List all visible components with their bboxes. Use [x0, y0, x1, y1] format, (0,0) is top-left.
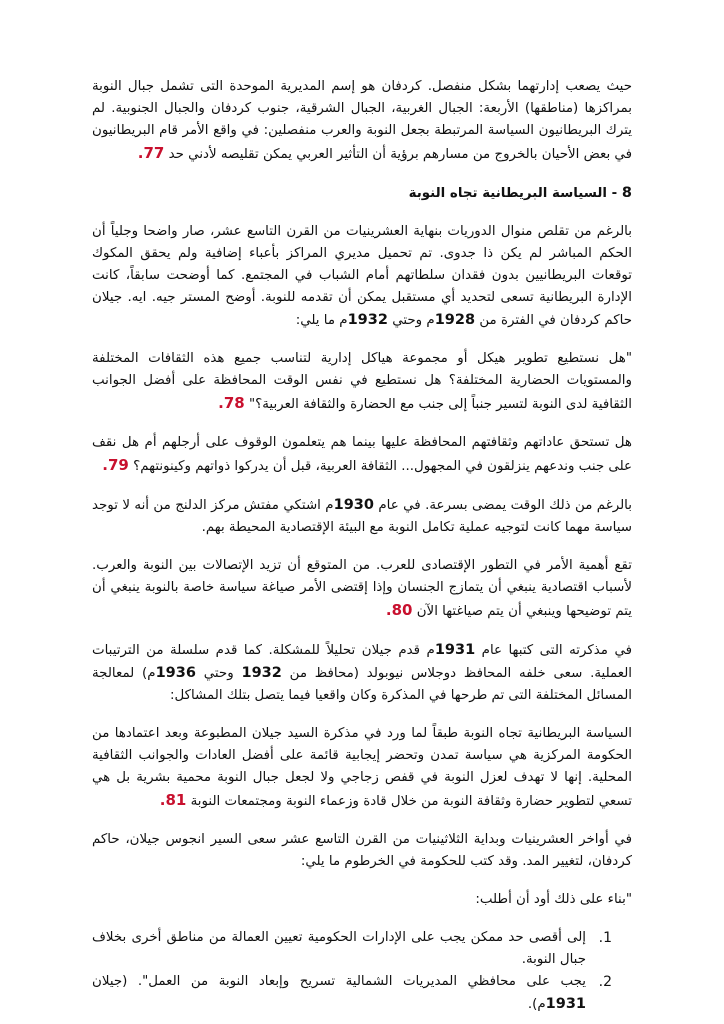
paragraph-text: هل تستحق عاداتهم وثقافتهم المحافظة عليها بينما هم يتعلمون الوقوف على أرجلهم أم هل نقف على جنب وندعهم ينزلقون في المجهول... الثقافة العربية، قبل أن يدركوا ذواتهم وكينونتهم؟ — [92, 435, 632, 474]
footnote-ref-79: 79. — [102, 456, 129, 474]
paragraph-9 — [92, 829, 632, 873]
year: 1931 — [545, 996, 586, 1012]
list-item-text: م). — [527, 997, 546, 1012]
year: 1932 — [241, 665, 282, 681]
list-item — [92, 927, 632, 971]
paragraph-5 — [92, 494, 632, 539]
year: 1936 — [155, 665, 196, 681]
paragraph-8 — [92, 723, 632, 813]
list-item-text: إلى أقصى حد ممكن يجب على الإدارات الحكومية تعيين العمالة من مناطق أخرى بخلاف جبال النوبة. — [92, 930, 586, 967]
paragraph-4 — [92, 432, 632, 478]
list-item-number: 1. — [598, 930, 612, 946]
footnote-ref-80: 80. — [385, 601, 413, 619]
paragraph-text: وحتي — [203, 666, 234, 681]
section-number: 8 — [621, 185, 632, 201]
paragraph-text: م قدم جيلان تحليلاً للمشكلة. كما قدم سلسلة من الترتيبات العملية. سعى خلفه المحافظ دوجلاس نيوبولد (محافظ من — [92, 643, 633, 681]
paragraph-3-quote — [92, 348, 632, 416]
year: 1932 — [347, 312, 388, 328]
paragraph-text: م ما يلي: — [295, 313, 348, 328]
footnote-ref-77: 77. — [137, 144, 165, 162]
year: 1928 — [434, 312, 476, 328]
list-item-text: يجب على محافظي المديريات الشمالية تسريح وإبعاد النوبة من العمل". (جيلان — [92, 974, 586, 989]
paragraph-text: حيث يصعب إدارتهما بشكل منفصل. كردفان هو إسم المديرية الموحدة التى تشمل جبال النوبة بمراكزها (مناطقها) الأربعة: الجبال الغربية، الجبال الشرقية، جنوب كردفان والجبال الجنوبية. لم يترك البريطانيون السياسة المرتبطة بجعل النوبة والعرب منفصلين: في واقع الأمر قام البريطانيون في بعض الأحيان بالخروج من مسارهم برؤية أن التأثير العربي يمكن تقليصه لأدني حد — [92, 79, 632, 162]
paragraph-text: "هل نستطيع تطوير هيكل أو مجموعة هياكل إدارية لتناسب جميع هذه الثقافات المختلفة والمستويات الحضارية المختلفة؟ هل نستطيع في نفس الوقت المحافظة على أفضل الجوانب الثقافية لدى النوبة لتسير جنباً إلى جنب مع الحضارة والثقافة العربية؟" — [92, 351, 632, 412]
year: 1931 — [434, 642, 476, 658]
paragraph-1 — [92, 76, 632, 166]
year: 1930 — [333, 497, 374, 513]
list-item — [92, 971, 632, 1016]
paragraph-text: "بناء على ذلك أود أن أطلب: — [475, 892, 632, 907]
paragraph-text: م) لمعالجة المسائل المختلفة التى تم طرحها في المذكرة وكان واقعيا فيما يتصل بتلك المشاكل: — [92, 666, 632, 703]
paragraph-10 — [92, 889, 632, 911]
paragraph-text: م اشتكي مفتش مركز الدلنج من أنه لا توجد سياسة مهما كانت لتوجيه عملية تكامل النوبة مع البيئة الإقتصادية المحيطة بهم. — [92, 498, 632, 535]
paragraph-text: السياسة البريطانية تجاه النوبة طبقاً لما ورد في مذكرة السيد جيلان المطبوعة وبعد اعتمادها من الحكومة المركزية هي سياسة تمدن وتحضر إيجابية قائمة على أفضل العادات والجوانب الثقافية المحلية. إنها لا تهدف لعزل النوبة في قفص زجاجي ولا لجعل جبال النوبة محمية بشرية بل هي تسعي لتطوير حضارة وثقافة النوبة من خلال قادة وزعماء النوبة ومجتمعات النوبة — [92, 726, 632, 809]
paragraph-text: م وحتي — [392, 313, 435, 328]
paragraph-text: في أواخر العشرينيات وبداية الثلاثينيات من القرن التاسع عشر سعى السير انجوس جيلان، حاكم كردفان، لتغيير المد. وقد كتب للحكومة في الخرطوم ما يلي: — [92, 832, 632, 869]
section-heading — [92, 182, 632, 205]
footnote-ref-81: 81. — [159, 791, 187, 809]
paragraph-2 — [92, 221, 632, 332]
paragraph-text: في مذكرته التى كتبها عام — [481, 643, 633, 658]
section-title: - السياسة البريطانية تجاه النوبة — [408, 186, 618, 201]
list-item-number: 2. — [598, 974, 612, 990]
paragraph-text: بالرغم من ذلك الوقت يمضى بسرعة. في عام — [378, 498, 632, 513]
paragraph-text: تقع أهمية الأمر في التطور الإقتصادى للعرب. من المتوقع أن تزيد الإتصالات بين النوبة والعرب. لأسباب اقتصادية ينبغي أن يتمازج الجنسان وإذا إقتضى الأمر صياغة سياسة خاصة بالنوبة ينبغي أن يتم توضيحها وينبغي أن يتم صياغتها الآن — [92, 558, 632, 619]
paragraph-6 — [92, 555, 632, 623]
numbered-list — [92, 927, 632, 1016]
paragraph-text: بالرغم من تقلص منوال الدوريات بنهاية العشرينيات من القرن التاسع عشر، صار واضحا وجلياً أن الحكم المباشر لم يكن ذا جدوى. تم تحميل مديري المراكز بأعباء إضافية ولم يحقق المكوك توقعات البريطانيين بدون فقدان سلطاتهم أمام الشباب في المجتمع. كما أوضحت سابقاً، كانت الإدارة البريطانية تسعى لتحديد أي مستقبل يمكن أن تقدمه للنوبة. أوضح المستر جيه. ايه. جيلان حاكم كردفان في الفترة من — [92, 224, 632, 328]
paragraph-7 — [92, 639, 632, 707]
footnote-ref-78: 78. — [218, 394, 245, 412]
document-page — [92, 76, 632, 1016]
